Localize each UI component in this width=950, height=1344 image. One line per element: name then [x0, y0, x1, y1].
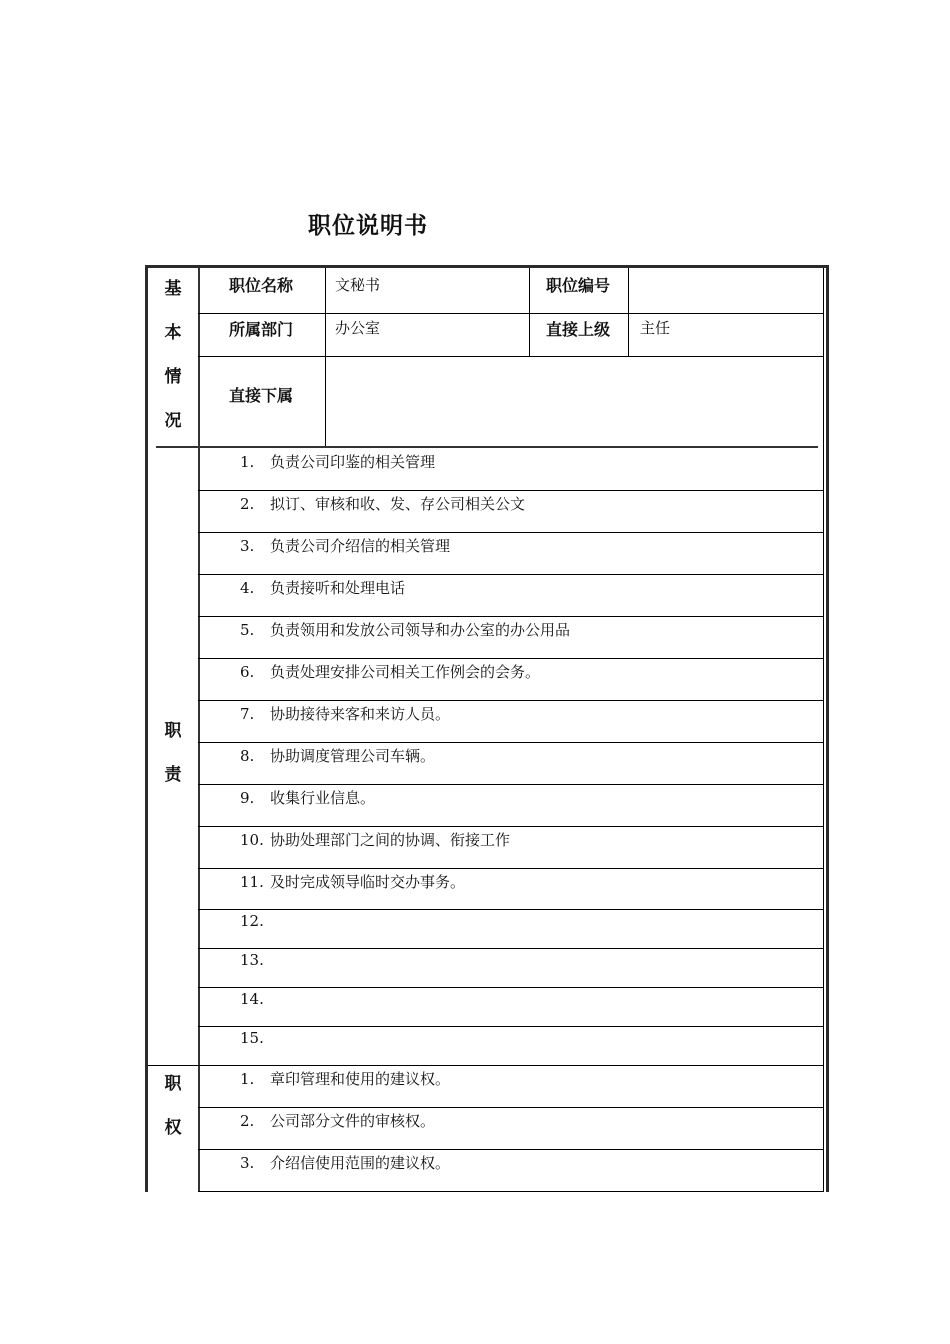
position-id-label: 职位编号: [546, 276, 611, 295]
duty-item: 9. 收集行业信息。: [240, 789, 376, 807]
basic-section-bottom: [156, 446, 818, 448]
duty-item: 7. 协助接待来客和来访人员。: [240, 705, 451, 723]
grid-line: [198, 1149, 824, 1150]
grid-line: [198, 356, 824, 357]
grid-line: [198, 948, 824, 949]
grid-line: [198, 658, 824, 659]
grid-line: [198, 700, 824, 701]
right-inner-border: [823, 268, 824, 1192]
grid-line: [628, 268, 629, 356]
section-char: 权: [164, 1118, 182, 1138]
duty-item: 13.: [240, 951, 264, 969]
duty-item: 10. 协助处理部门之间的协调、衔接工作: [240, 831, 511, 849]
duties-section-bottom: [148, 1065, 824, 1066]
grid-line: [198, 987, 824, 988]
department-label: 所属部门: [229, 320, 294, 339]
duty-item: 11. 及时完成领导临时交办事务。: [240, 873, 466, 891]
grid-line: [198, 1191, 824, 1192]
grid-line: [198, 490, 824, 491]
duty-item: 8. 协助调度管理公司车辆。: [240, 747, 436, 765]
authority-item: 2. 公司部分文件的审核权。: [240, 1112, 436, 1130]
authority-item: 3. 介绍信使用范围的建议权。: [240, 1154, 451, 1172]
duty-item: 14.: [240, 990, 264, 1008]
page-title: 职位说明书: [308, 213, 428, 239]
duty-item: 1. 负责公司印鉴的相关管理: [240, 453, 436, 471]
position-name-label: 职位名称: [229, 276, 294, 295]
section-char: 基: [164, 279, 182, 299]
position-name-value: 文秘书: [335, 276, 381, 294]
duty-item: 2. 拟订、审核和收、发、存公司相关公文: [240, 495, 526, 513]
grid-line: [198, 1107, 824, 1108]
section-char: 职: [164, 721, 182, 741]
grid-line: [198, 1026, 824, 1027]
section-char: 职: [164, 1074, 182, 1094]
section-column-divider: [198, 268, 200, 1192]
grid-line: [198, 532, 824, 533]
section-char: 情: [164, 367, 182, 387]
department-value: 办公室: [335, 319, 381, 337]
grid-line: [198, 826, 824, 827]
duty-item: 15.: [240, 1029, 264, 1047]
grid-line: [529, 268, 530, 356]
subordinate-label: 直接下属: [229, 386, 294, 405]
grid-line: [198, 742, 824, 743]
duty-item: 3. 负责公司介绍信的相关管理: [240, 537, 451, 555]
supervisor-value: 主任: [640, 319, 671, 337]
grid-line: [198, 313, 824, 314]
grid-line: [198, 909, 824, 910]
duty-item: 5. 负责领用和发放公司领导和办公室的办公用品: [240, 621, 571, 639]
duty-item: 12.: [240, 912, 264, 930]
grid-line: [198, 868, 824, 869]
grid-line: [198, 784, 824, 785]
section-char: 责: [164, 765, 182, 785]
grid-line: [198, 616, 824, 617]
authority-item: 1. 章印管理和使用的建议权。: [240, 1070, 451, 1088]
duty-item: 6. 负责处理安排公司相关工作例会的会务。: [240, 663, 541, 681]
section-char: 本: [164, 323, 182, 343]
duty-item: 4. 负责接听和处理电话: [240, 579, 406, 597]
supervisor-label: 直接上级: [546, 320, 611, 339]
grid-line: [325, 268, 326, 447]
section-char: 况: [164, 411, 182, 431]
grid-line: [198, 574, 824, 575]
